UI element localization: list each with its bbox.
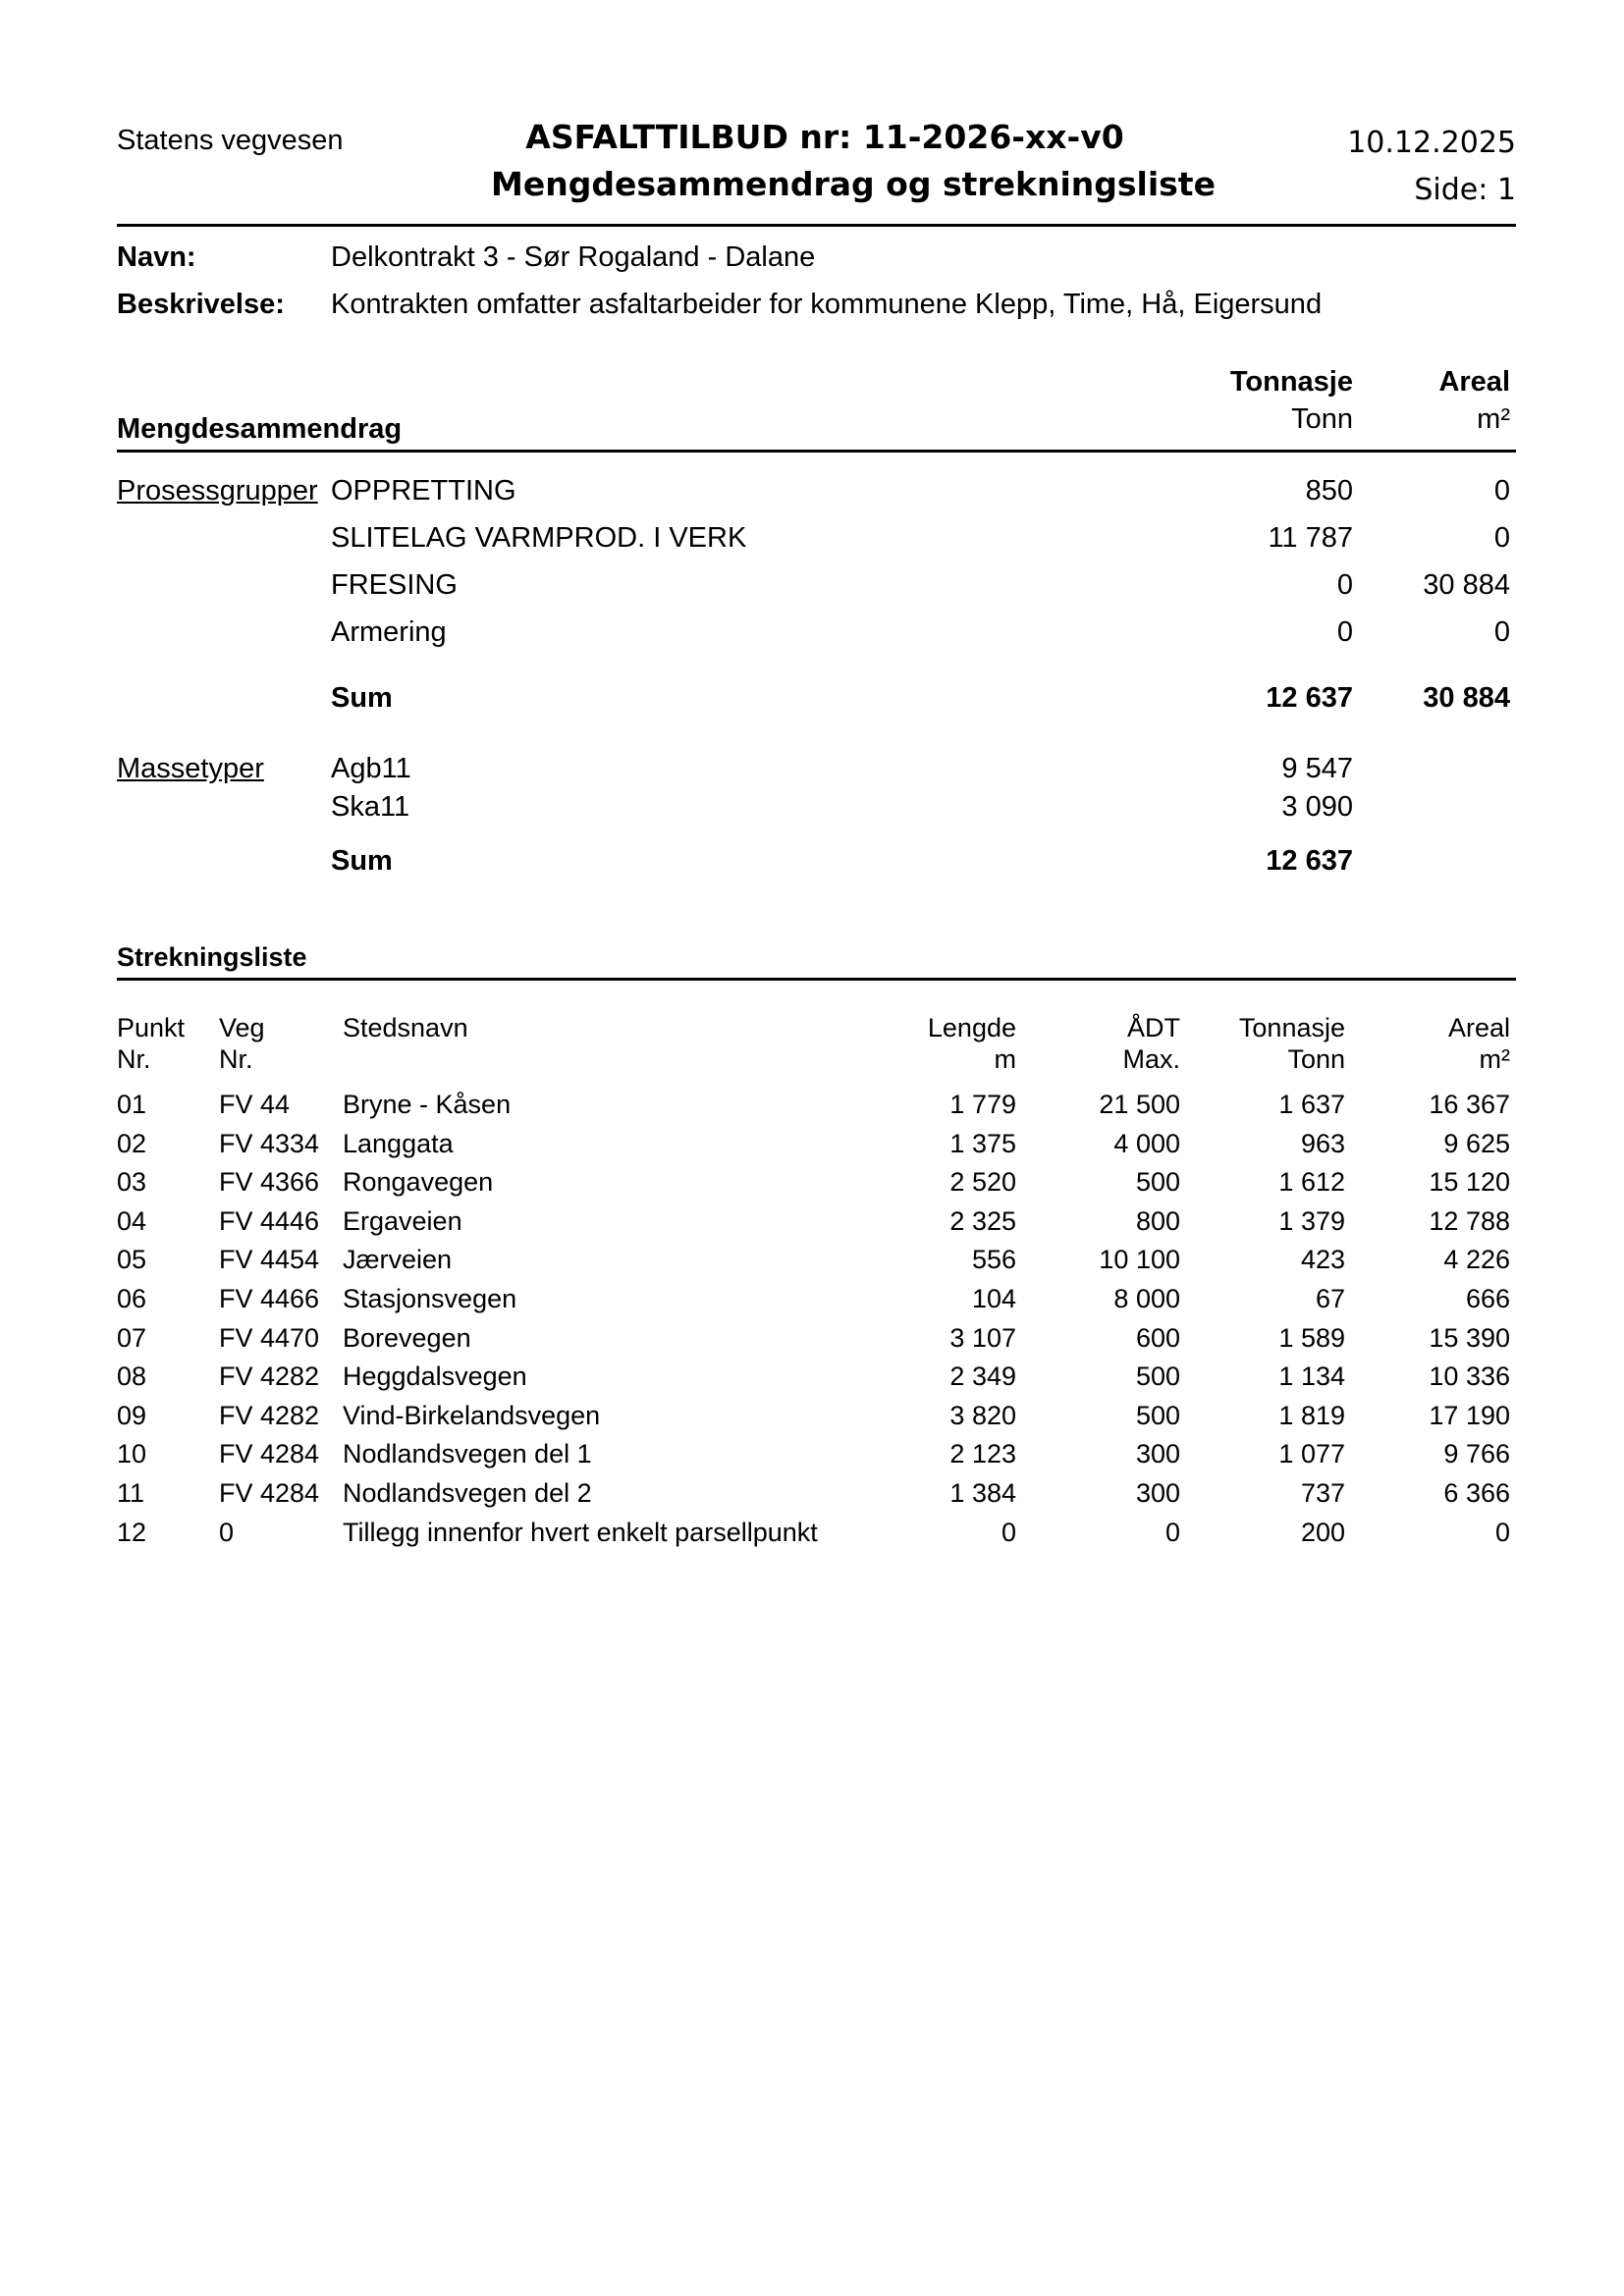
process-area: 0	[1493, 475, 1510, 507]
process-area: 30 884	[1423, 569, 1510, 601]
col-tonnasje-sub: Tonn	[1287, 1044, 1345, 1074]
row-stedsnavn: Heggdalsvegen	[343, 1362, 527, 1391]
row-adt: 8 000	[1113, 1284, 1180, 1313]
row-stedsnavn: Rongavegen	[343, 1167, 494, 1197]
mass-tonnage: 9 547	[1281, 753, 1353, 784]
row-areal: 15 390	[1429, 1323, 1510, 1353]
row-veg: FV 4284	[219, 1478, 320, 1508]
description-label: Beskrivelse:	[117, 289, 285, 320]
row-veg: FV 4454	[219, 1245, 320, 1274]
row-tonnasje: 200	[1300, 1518, 1345, 1547]
row-punkt: 02	[117, 1129, 147, 1158]
row-tonnasje: 963	[1300, 1129, 1345, 1158]
row-punkt: 03	[117, 1167, 147, 1197]
mass-name: Ska11	[331, 791, 410, 823]
col-punkt: Punkt	[117, 1013, 186, 1042]
row-adt: 800	[1135, 1206, 1180, 1236]
row-areal: 4 226	[1443, 1245, 1510, 1274]
summary-heading: Mengdesammendrag	[117, 413, 403, 445]
row-veg: FV 4284	[219, 1439, 320, 1468]
row-stedsnavn: Nodlandsvegen del 1	[343, 1439, 592, 1468]
description-value: Kontrakten omfatter asfaltarbeider for kommunene Klepp, Time, Hå, Eigersund	[331, 289, 1323, 320]
row-tonnasje: 1 134	[1278, 1362, 1345, 1391]
mass-name: Agb11	[331, 753, 411, 784]
row-punkt: 12	[117, 1518, 147, 1547]
row-lengde: 1 779	[949, 1090, 1016, 1119]
row-tonnasje: 1 819	[1278, 1401, 1345, 1430]
row-lengde: 0	[1001, 1518, 1016, 1547]
row-stedsnavn: Jærveien	[343, 1245, 453, 1274]
col-veg-sub: Nr.	[219, 1044, 253, 1074]
col-veg: Veg	[219, 1013, 265, 1042]
process-name: OPPRETTING	[331, 475, 516, 507]
name-value: Delkontrakt 3 - Sør Rogaland - Dalane	[331, 241, 816, 273]
row-areal: 12 788	[1429, 1206, 1510, 1236]
row-tonnasje: 1 637	[1278, 1090, 1345, 1119]
row-tonnasje: 1 379	[1278, 1206, 1345, 1236]
row-adt: 500	[1135, 1362, 1180, 1391]
process-name: FRESING	[331, 569, 458, 601]
org-name: Statens vegvesen	[117, 125, 344, 156]
row-adt: 0	[1164, 1518, 1180, 1547]
summary-col-tonnage-unit: Tonn	[1291, 403, 1353, 435]
row-adt: 300	[1135, 1439, 1180, 1468]
process-tonnage: 0	[1336, 616, 1353, 648]
row-adt: 500	[1135, 1167, 1180, 1197]
row-lengde: 104	[971, 1284, 1016, 1313]
col-areal-sub: m²	[1479, 1044, 1510, 1074]
row-tonnasje: 1 612	[1278, 1167, 1345, 1197]
mass-types-label: Massetyper	[117, 753, 264, 784]
row-punkt: 01	[117, 1090, 147, 1119]
process-tonnage: 0	[1336, 569, 1353, 601]
row-punkt: 11	[117, 1478, 145, 1508]
row-adt: 300	[1135, 1478, 1180, 1508]
row-lengde: 2 349	[949, 1362, 1016, 1391]
col-adt: ÅDT	[1127, 1013, 1180, 1042]
row-stedsnavn: Nodlandsvegen del 2	[343, 1478, 592, 1508]
row-areal: 16 367	[1429, 1090, 1510, 1119]
process-area: 0	[1493, 522, 1510, 554]
row-veg: 0	[219, 1518, 235, 1547]
row-stedsnavn: Vind-Birkelandsvegen	[343, 1401, 601, 1430]
row-areal: 666	[1465, 1284, 1510, 1313]
row-punkt: 07	[117, 1323, 147, 1353]
row-stedsnavn: Bryne - Kåsen	[343, 1090, 512, 1119]
document-title: ASFALTTILBUD nr: 11-2026-xx-v0	[525, 118, 1124, 156]
col-lengde: Lengde	[927, 1013, 1016, 1042]
col-lengde-sub: m	[994, 1044, 1016, 1074]
row-lengde: 3 107	[949, 1323, 1016, 1353]
stretch-divider	[117, 978, 1516, 981]
col-adt-sub: Max.	[1122, 1044, 1180, 1074]
process-name: Armering	[331, 616, 447, 648]
mass-sum-tonnage: 12 637	[1266, 845, 1353, 877]
row-veg: FV 4470	[219, 1323, 320, 1353]
mass-sum-label: Sum	[331, 845, 393, 877]
row-lengde: 1 375	[949, 1129, 1016, 1158]
row-adt: 10 100	[1099, 1245, 1180, 1274]
row-adt: 600	[1135, 1323, 1180, 1353]
row-punkt: 08	[117, 1362, 147, 1391]
row-areal: 6 366	[1443, 1478, 1510, 1508]
row-lengde: 556	[971, 1245, 1016, 1274]
process-tonnage: 850	[1305, 475, 1353, 507]
row-areal: 10 336	[1429, 1362, 1510, 1391]
name-label: Navn:	[117, 241, 196, 273]
row-adt: 500	[1135, 1401, 1180, 1430]
row-areal: 9 625	[1443, 1129, 1510, 1158]
row-lengde: 2 123	[949, 1439, 1016, 1468]
col-tonnasje: Tonnasje	[1238, 1013, 1345, 1042]
process-sum-area: 30 884	[1423, 682, 1510, 714]
row-lengde: 2 520	[949, 1167, 1016, 1197]
row-adt: 21 500	[1099, 1090, 1180, 1119]
row-punkt: 05	[117, 1245, 147, 1274]
row-stedsnavn: Ergaveien	[343, 1206, 462, 1236]
process-groups-label: Prosessgrupper	[117, 475, 318, 507]
document-date: 10.12.2025	[1347, 126, 1516, 160]
page-number: Side: 1	[1414, 173, 1516, 207]
row-tonnasje: 1 077	[1278, 1439, 1345, 1468]
process-name: SLITELAG VARMPROD. I VERK	[331, 522, 747, 554]
row-adt: 4 000	[1113, 1129, 1180, 1158]
row-lengde: 3 820	[949, 1401, 1016, 1430]
row-areal: 15 120	[1429, 1167, 1510, 1197]
row-lengde: 2 325	[949, 1206, 1016, 1236]
col-punkt-sub: Nr.	[117, 1044, 151, 1074]
row-lengde: 1 384	[949, 1478, 1016, 1508]
summary-divider	[117, 450, 1516, 453]
row-stedsnavn: Borevegen	[343, 1323, 471, 1353]
col-areal: Areal	[1447, 1013, 1510, 1042]
row-tonnasje: 423	[1300, 1245, 1345, 1274]
row-punkt: 10	[117, 1439, 147, 1468]
row-areal: 0	[1494, 1518, 1510, 1547]
process-area: 0	[1493, 616, 1510, 648]
row-veg: FV 4366	[219, 1167, 320, 1197]
mass-tonnage: 3 090	[1281, 791, 1353, 823]
process-sum-label: Sum	[331, 682, 393, 714]
stretch-heading: Strekningsliste	[117, 942, 307, 972]
row-areal: 17 190	[1429, 1401, 1510, 1430]
row-tonnasje: 67	[1315, 1284, 1345, 1313]
row-punkt: 09	[117, 1401, 147, 1430]
summary-col-area-unit: m²	[1477, 403, 1510, 435]
row-veg: FV 4446	[219, 1206, 320, 1236]
row-punkt: 04	[117, 1206, 147, 1236]
row-stedsnavn: Stasjonsvegen	[343, 1284, 517, 1313]
col-stedsnavn: Stedsnavn	[343, 1013, 468, 1042]
row-areal: 9 766	[1443, 1439, 1510, 1468]
row-punkt: 06	[117, 1284, 147, 1313]
row-tonnasje: 737	[1300, 1478, 1345, 1508]
row-stedsnavn: Tillegg innenfor hvert enkelt parsellpunkt	[343, 1518, 818, 1547]
row-tonnasje: 1 589	[1278, 1323, 1345, 1353]
document-subtitle: Mengdesammendrag og strekningsliste	[491, 165, 1216, 203]
row-veg: FV 4466	[219, 1284, 320, 1313]
process-tonnage: 11 787	[1268, 522, 1353, 554]
row-stedsnavn: Langgata	[343, 1129, 454, 1158]
row-veg: FV 44	[219, 1090, 291, 1119]
row-veg: FV 4282	[219, 1401, 320, 1430]
summary-col-tonnage: Tonnasje	[1229, 366, 1353, 398]
row-veg: FV 4282	[219, 1362, 320, 1391]
row-veg: FV 4334	[219, 1129, 320, 1158]
process-sum-tonnage: 12 637	[1266, 682, 1353, 714]
header-divider	[117, 224, 1516, 227]
summary-col-area: Areal	[1438, 366, 1510, 398]
